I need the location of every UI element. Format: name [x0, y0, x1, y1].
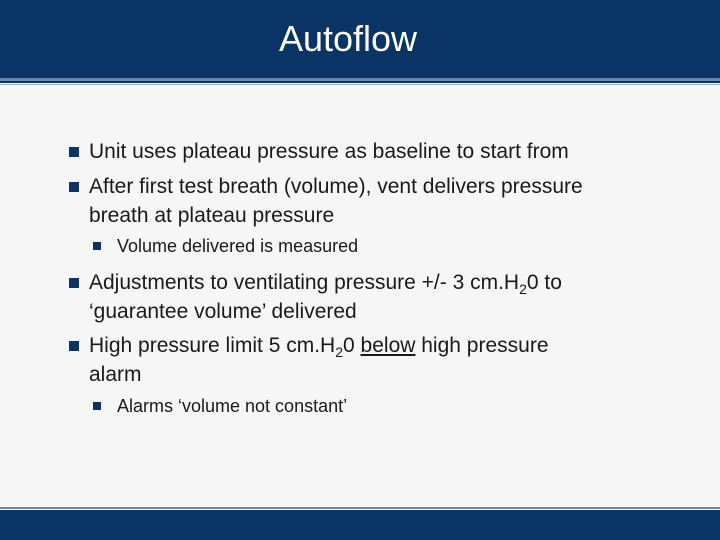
bullet-text: ‘guarantee volume’ delivered	[89, 300, 357, 323]
bullet-item	[0, 331, 720, 389]
subscript: 2	[335, 344, 344, 360]
square-bullet-icon	[93, 242, 101, 250]
sub-bullet-item	[0, 394, 720, 418]
bullet-text-part: Adjustments to ventilating pressure +/- 3 cm.H	[89, 271, 520, 294]
bullet-item	[0, 268, 720, 326]
square-bullet-icon	[69, 147, 79, 157]
square-bullet-icon	[69, 278, 79, 288]
bullet-text: Unit uses plateau pressure as baseline to start from	[89, 140, 569, 163]
title-bar-rule	[0, 81, 720, 83]
footer-rule	[0, 507, 720, 509]
bullet-text-part: 0 to	[526, 271, 562, 294]
sub-bullet-item	[0, 234, 720, 258]
square-bullet-icon	[93, 402, 101, 410]
subscript: 2	[519, 281, 527, 297]
square-bullet-icon	[69, 341, 79, 351]
bullet-text-part: 0	[343, 334, 361, 357]
sub-bullet-text: Alarms ‘volume not constant’	[117, 396, 348, 416]
bullet-item	[0, 137, 720, 166]
bullet-text-part: High pressure limit 5 cm.H	[89, 334, 336, 357]
bullet-text: breath at plateau pressure	[89, 204, 335, 227]
bullet-text	[89, 331, 549, 360]
slide-title: Autoflow	[278, 18, 418, 59]
bullet-text-part: high pressure	[415, 334, 549, 357]
bullet-text	[89, 268, 562, 297]
sub-bullet-text: Volume delivered is measured	[117, 236, 359, 256]
title-bar-rule	[0, 84, 720, 85]
bullet-text: After first test breath (volume), vent delivers pressure	[89, 175, 583, 198]
square-bullet-icon	[69, 182, 79, 192]
underlined-text: below	[360, 334, 416, 357]
bullet-text: alarm	[89, 363, 142, 386]
footer-bar	[0, 510, 720, 540]
bullet-item	[0, 172, 720, 230]
